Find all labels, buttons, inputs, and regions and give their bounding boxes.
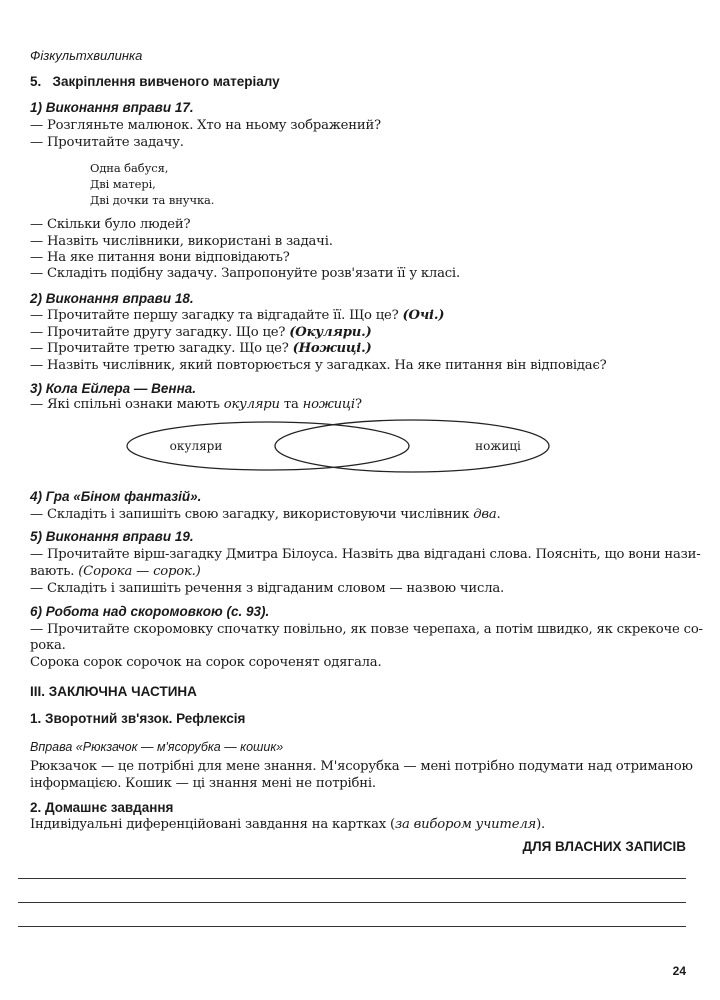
exercise-19-heading: 5) Виконання вправи 19. — [30, 529, 194, 544]
notes-title: ДЛЯ ВЛАСНИХ ЗАПИСІВ — [522, 839, 686, 854]
exercise-17-question-6: — Складіть подібну задачу. Запропонуйте розв'язати її у класі. — [30, 266, 460, 281]
exercise-19-line-1: — Прочитайте вірш-загадку Дмитра Білоуса. Назвіть два відгадані слова. Поясніть, що вони нази- — [30, 547, 701, 562]
word-scissors: ножиці — [302, 397, 355, 412]
question-mark: ? — [354, 397, 362, 412]
exercise-17-heading: 1) Виконання вправи 17. — [30, 100, 194, 115]
game-task — [30, 506, 501, 523]
homework-text — [30, 816, 545, 833]
exercise-17-question-5: — На яке питання вони відповідають? — [30, 250, 290, 265]
exercise-19-line-2 — [30, 563, 201, 580]
homework-note: за вибором учителя — [394, 817, 537, 832]
section-number: 5. — [30, 74, 42, 89]
answer: (Ножиці.) — [292, 341, 372, 356]
exercise-17-question-3: — Скільки було людей? — [30, 217, 191, 232]
poem-line-3: Дві дочки та внучка. — [90, 193, 215, 207]
period: . — [496, 507, 501, 522]
question-text: — Які спільні ознаки мають — [30, 397, 224, 412]
poem-line-1: Одна бабуся, — [90, 161, 169, 175]
euler-venn-heading: 3) Кола Ейлера — Венна. — [30, 381, 197, 396]
conjunction: та — [279, 397, 303, 412]
homework-main: Індивідуальні диференційовані завдання на картках ( — [30, 817, 395, 832]
answer: (Окуляри.) — [289, 325, 372, 340]
notes-line-3 — [18, 926, 686, 927]
part-3-heading: III. ЗАКЛЮЧНА ЧАСТИНА — [30, 684, 197, 699]
feedback-line-1: Рюкзачок — це потрібні для мене знання. М'ясорубка — мені потрібно подумати над отриманою — [30, 759, 693, 774]
tongue-twister-text: Сорока сорок сорочок на сорок сороченят одягала. — [30, 655, 382, 670]
task-text: — Складіть і запишіть свою загадку, використовуючи числівник — [30, 507, 474, 522]
exercise-18-heading: 2) Виконання вправи 18. — [30, 291, 194, 306]
notes-line-2 — [18, 902, 686, 903]
venn-right-label: ножиці — [475, 439, 521, 453]
question-text: — Прочитайте третю загадку. Що це? — [30, 341, 293, 356]
feedback-line-2: інформацією. Кошик — ці знання мені не потрібні. — [30, 776, 376, 791]
exercise-17-question-4: — Назвіть числівники, використані в задачі. — [30, 234, 333, 249]
homework-close: ). — [536, 817, 545, 832]
notes-line-1 — [18, 878, 686, 879]
homework-heading: 2. Домашнє завдання — [30, 800, 174, 815]
question-text: — Прочитайте першу загадку та відгадайте її. Що це? — [30, 308, 403, 323]
page-number: 24 — [672, 964, 686, 978]
feedback-exercise: Вправа «Рюкзачок — м'ясорубка — кошик» — [30, 740, 284, 754]
exercise-19-line-3: — Складіть і запишіть речення з відгаданим словом — назвою числа. — [30, 581, 505, 596]
exercise-18-question-4: — Назвіть числівник, який повторюється у загадках. На яке питання він відповідає? — [30, 358, 607, 373]
tongue-twister-heading: 6) Робота над скоромовкою (с. 93). — [30, 604, 270, 619]
feedback-heading: 1. Зворотний зв'язок. Рефлексія — [30, 711, 246, 726]
section-label: Фізкультхвилинка — [30, 48, 143, 63]
question-text: — Прочитайте другу загадку. Що це? — [30, 325, 290, 340]
word-glasses: окуляри — [223, 397, 280, 412]
game-heading: 4) Гра «Біном фантазій». — [30, 489, 202, 504]
tongue-twister-line-1: — Прочитайте скоромовку спочатку повільно, як повзе черепаха, а потім швидко, як скрекоче со- — [30, 622, 703, 637]
line-text: вають. — [30, 564, 79, 579]
venn-left-label: окуляри — [169, 439, 223, 453]
poem-line-2: Дві матері, — [90, 177, 156, 191]
exercise-17-question-1: — Розгляньте малюнок. Хто на ньому зображений? — [30, 118, 381, 133]
answer: (Сорока — сорок.) — [78, 564, 201, 579]
exercise-17-question-2: — Прочитайте задачу. — [30, 135, 184, 150]
tongue-twister-line-2: рока. — [30, 638, 66, 653]
section-title: Закріплення вивченого матеріалу — [52, 74, 280, 89]
numeral-word: два — [473, 507, 497, 522]
answer: (Очі.) — [402, 308, 445, 323]
